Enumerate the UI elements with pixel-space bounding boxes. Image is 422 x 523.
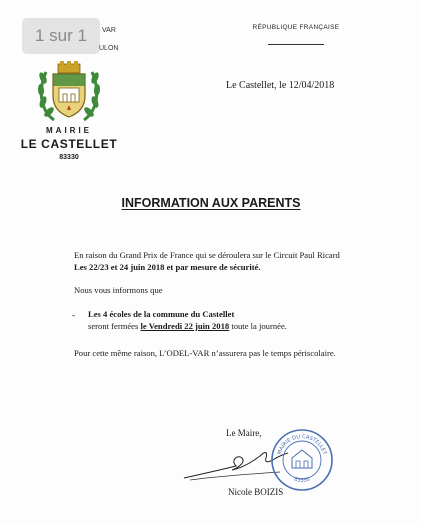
letter-title	[0, 196, 422, 210]
signature-title: Le Maire,	[226, 428, 262, 438]
header-fragment-ulon: ULON	[99, 45, 119, 52]
signatory-name: Nicole BOIZIS	[228, 487, 284, 497]
mairie-stamp-icon	[270, 428, 334, 492]
stamp-top-text: MAIRIE DU CASTELLET	[276, 433, 328, 456]
page-indicator-badge	[22, 18, 100, 54]
mairie-label: MAIRIE	[46, 126, 92, 135]
bullet-dash: -	[72, 310, 75, 320]
closing-date: le Vendredi 22 juin 2018	[140, 321, 230, 331]
bullet-line-2-start: seront fermées	[88, 321, 141, 331]
bullet-line-1: Les 4 écoles de la commune du Castellet	[88, 309, 235, 319]
postal-code: 83330	[59, 154, 79, 161]
paragraph-3: Pour cette même raison, L’ODEL-VAR n’assurera pas le temps périscolaire.	[74, 348, 336, 358]
page-indicator-label: 1 sur 1	[35, 26, 87, 45]
paragraph-1-line-2: Les 22/23 et 24 juin 2018 et par mesure de sécurité.	[74, 262, 261, 272]
header-fragment-var: VAR	[102, 27, 116, 34]
republique-francaise-heading: RÉPUBLIQUE FRANÇAISE	[252, 24, 340, 31]
town-coat-of-arms-icon	[36, 58, 102, 124]
letter-dateline: Le Castellet, le 12/04/2018	[226, 80, 335, 91]
republique-underline	[268, 44, 324, 45]
bullet-line-2	[88, 321, 287, 331]
stamp-bottom-text: 83330	[293, 476, 311, 484]
bullet-line-2-end: toute la journée.	[229, 321, 287, 331]
paragraph-1-line-1: En raison du Grand Prix de France qui se déroulera sur le Circuit Paul Ricard	[74, 250, 340, 260]
paragraph-2: Nous vous informons que	[74, 285, 163, 295]
letter-title-text: INFORMATION AUX PARENTS	[121, 196, 301, 210]
town-name: LE CASTELLET	[20, 137, 118, 151]
